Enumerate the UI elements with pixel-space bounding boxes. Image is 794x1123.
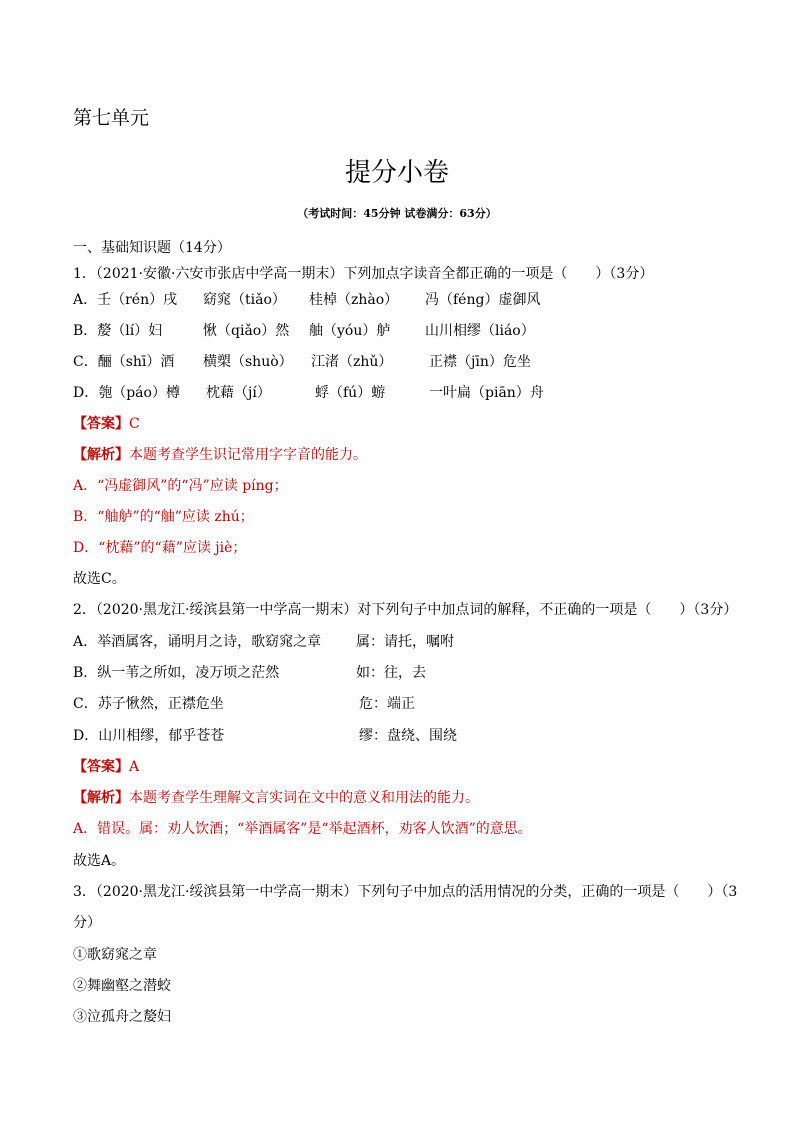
question-3-item-3: ③泣孤舟之嫠妇 xyxy=(73,1009,171,1025)
question-3-stem: 3．（2020·黑龙江·绥滨县第一中学高一期末）下列句子中加点的活用情况的分类，正确的一项是（ ）（3 xyxy=(73,884,738,900)
question-1-answer: 【答案】C xyxy=(73,416,140,432)
question-3-item-2: ②舞幽壑之潜蛟 xyxy=(73,978,171,994)
question-1-conclusion: 故选C。 xyxy=(73,571,126,587)
question-2-note: A．错误。属：劝人饮酒；“举酒属客”是“举起酒杯，劝客人饮酒”的意思。 xyxy=(73,821,532,837)
question-1-note-d: D．“枕藉”的“藉”应读 jiè； xyxy=(73,540,247,556)
question-2-analysis: 【解析】本题考查学生理解文言实词在文中的意义和用法的能力。 xyxy=(73,790,479,806)
section-heading: 一、基础知识题（14分） xyxy=(73,240,231,256)
question-2-stem: 2．（2020·黑龙江·绥滨县第一中学高一期末）对下列句子中加点词的解释，不正确的一项是（ ）（3分） xyxy=(73,602,738,618)
document-page: 第七单元 提分小卷 （考试时间：45分钟 试卷满分：63分） 一、基础知识题（14分） 1．（2021·安徽·六安市张店中学高一期末）下列加点字读音全都正确的一项是（ ）（3分） A．壬（rén）戌 窈窕（tiǎo） 桂棹（zhào） 冯（féng）虚御风 B．嫠（lí）妇 愀（qiǎo）然 舳（yóu）舻 山川相缪（liáo） C．酾（shī）酒 横槊（shuò） 江渚（zhǔ） 正襟（jīn）危坐 D．匏（páo）樽 枕藉（jí） 蜉（fú）蝣 一叶扁（piān）舟 【答案】C 【解析】本题考查学生识记常用字字音的能力。 A．“冯虚御风”的“冯”应读 píng； B．“舳舻”的“舳”应读 zhú； D．“枕藉”的“藉”应读 jiè； 故选C。 2．（2020·黑龙江·绥滨县第一中学高一期末）对下列句子中加点词的解释，不正确的一项是（ ）（3分） A．举酒属客，诵明月之诗，歌窈窕之章 属：请托，嘱咐 B．纵一苇之所如，凌万顷之茫然 如：往，去 C．苏子愀然，正襟危坐 危：端正 D．山川相缪，郁乎苍苍 缪：盘绕、围绕 【答案】A 【解析】本题考查学生理解文言实词在文中的意义和用法的能力。 A．错误。属：劝人饮酒；“举酒属客”是“举起酒杯，劝客人饮酒”的意思。 故选A。 3．（2020·黑龙江·绥滨县第一中学高一期末）下列句子中加点的活用情况的分类，正确的一项是（ ）（3 分） ①歌窈窕之章 ②舞幽壑之潜蛟 ③泣孤舟之嫠妇 xyxy=(0,0,794,1123)
question-1-stem: 1．（2021·安徽·六安市张店中学高一期末）下列加点字读音全都正确的一项是（ ）（3分） xyxy=(73,266,654,282)
question-3-item-1: ①歌窈窕之章 xyxy=(73,947,157,963)
question-2-answer: 【答案】A xyxy=(73,759,140,775)
question-1-analysis: 【解析】本题考查学生识记常用字字音的能力。 xyxy=(73,447,367,463)
question-3-stem-continued: 分） xyxy=(73,915,101,931)
page-title: 提分小卷 xyxy=(344,158,449,188)
question-1-note-a: A．“冯虚御风”的“冯”应读 píng； xyxy=(73,478,288,494)
unit-heading: 第七单元 xyxy=(73,107,150,129)
exam-info: （考试时间：45分钟 试卷满分：63分） xyxy=(297,207,497,220)
question-1-note-b: B．“舳舻”的“舳”应读 zhú； xyxy=(73,509,254,525)
question-2-conclusion: 故选A。 xyxy=(73,853,126,869)
